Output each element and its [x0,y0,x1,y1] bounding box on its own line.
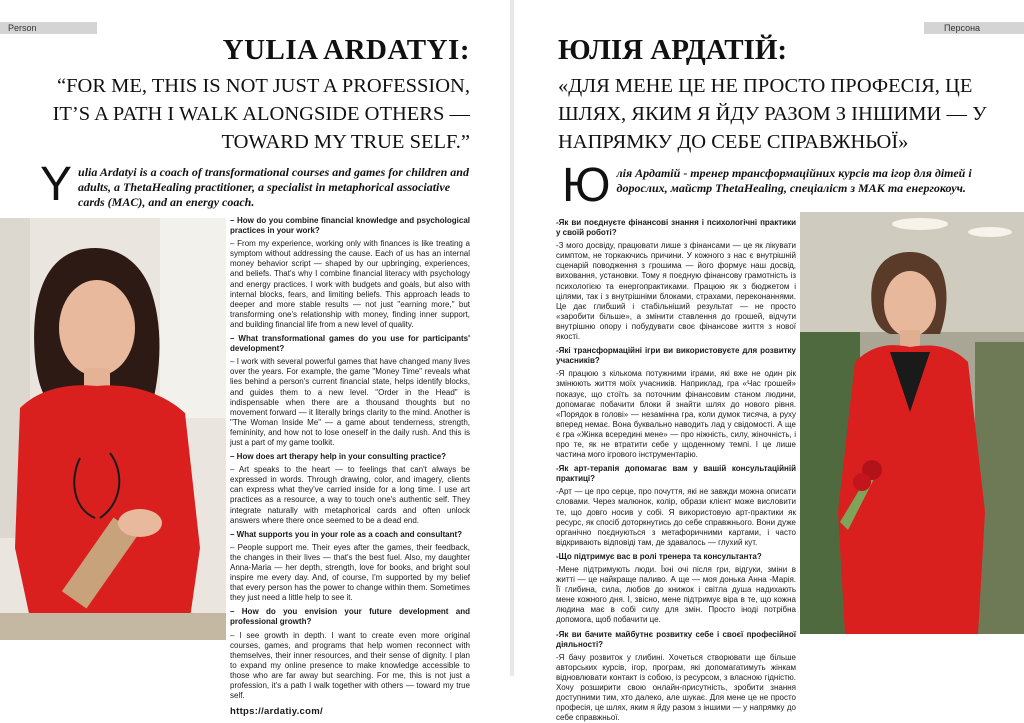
article-title-uk: ЮЛІЯ АРДАТІЙ: [558,34,788,66]
answer-4-uk: -Мене підтримують люди. Їхні очі після гри, відгуки, зміни в житті — це найкраще паливо. А ще — моя донька Анна -Марія. Її глибина, сила, любов до книжок і світла душа надихають мене кожного дня. І, звісно, мене підтримує віра в те, що кожна людина має в собі силу для змін. Просто іноді потрібна допомога, щоб побачити це. [556,565,796,625]
website-link[interactable]: https://ardatiy.com/ [230,706,323,718]
portrait-illustration-uk [800,212,1024,634]
right-page [514,0,1024,723]
question-4-uk: -Що підтримує вас в ролі тренера та консультанта? [556,551,762,561]
answer-3: – Art speaks to the heart — to feelings that can't always be expressed in words. Through drawing, color, and imagery, clients can express what they've carried inside for a long time. I use art practices as a resource, a way to touch one's authentic self. They integrate naturally with metaphorical cards and often unlock answers where there once seemed to be a dead end. [230,465,470,525]
answer-2: – I work with several powerful games that have changed many lives over the years. For example, the game "Money Time" reveals what lies behind a person's current financial state, helps identify blocks, and guides them to a new level. "Order in the Head" is indispensable when there are a thousand thoughts but no movement forward — it literally brings clarity to the mind. Another is "The Woman Inside Me" — a game about tenderness, strength, femininity, and how not to lose oneself in the daily rush. And this is just a part of my game toolkit. [230,357,470,447]
left-page [0,0,510,718]
portrait-illustration [0,218,226,640]
answer-5-uk: -Я бачу розвиток у глибині. Хочеться створювати ще більше авторських курсів, ігор, програм, які допомагатимуть жінкам відновлювати контакт із собою, із ресурсом, з власною гідністю. Хочу розширити свою онлайн-присутність, зробити знання доступними тим, хто далеко, але шукає. Для мене це не просто професія, це шлях, яким я йду разом з іншими — у напрямку до себе справжньої. [556,652,796,723]
interview-column [230,212,470,717]
drop-cap-uk: Ю [562,159,611,212]
drop-cap: Y [40,158,73,211]
question-4: – What supports you in your role as a coach and consultant? [230,529,463,539]
portrait-photo-uk [800,212,1024,634]
answer-5: – I see growth in depth. I want to create even more original courses, games, and programs that help women reconnect with themselves, their inner resources, and their sense of dignity. I plan to expand my online presence to make knowledge accessible to those who are far away but searching. For me, this is not just a profession, it's a path I walk together with others — toward my true self. [230,630,470,701]
answer-1-uk: -З мого досвіду, працювати лише з фінансами — це як лікувати симптом, не торкаючись причини. У кожного з нас є внутрішній сценарій поводження з грошима — його формує наш досвід, виховання, установки. Тому я поєдную фінансову грамотність із психологією та енергопрактиками. Працюю як з бюджетом і цілями, так і з внутрішніми блоками, страхами, переконаннями. Це дає глибший і стабільніший результат — не просто «заробити більше», а змінити ставлення до грошей, відчути внутрішню опору і побудувати своє фінансове життя з нової якості. [556,241,796,342]
question-5-uk: -Як ви бачите майбутнє розвитку себе і своєї професійної діяльності? [556,629,796,649]
lead-text: ulia Ardatyi is a coach of transformational courses and games for children and adults, a ThetaHealing practitioner, a specialist in metaphorical associative cards (MAC), and an energy coach. [78,165,469,209]
answer-2-uk: -Я працюю з кількома потужними іграми, які вже не один рік змінюють життя моїх учасників. Наприклад, гра «Час грошей» показує, що стоїть за поточним фінансовим станом людини, допомагає побачити блоки й знайти шлях до нового рівня. «Порядок в голові» — незамінна гра, коли думок тисяча, а руху вперед немає. Вона буквально наводить лад у свідомості. А ще є гра «Жінка всередині мене» — про ніжність, силу, жіночність, і про те, як не втратити себе у щоденному темпі. І це лише частина мого ігрового інструментарію. [556,369,796,460]
question-3: – How does art therapy help in your consulting practice? [230,452,447,462]
article-title: YULIA ARDATYI: [222,34,470,66]
answer-4: – People support me. Their eyes after the games, their feedback, the changes in their lives — that's the best fuel. Also, my daughter Anna-Maria — her depth, strength, love for books, and bright soul inspire me every day. And, of course, I'm supported by my belief that every person has the power to change within them. Sometimes they just need a little help to see it. [230,542,470,603]
portrait-photo [0,218,226,640]
lead-text-uk: лія Ардатій - тренер трансформаційних курсів та ігор для дітей і дорослих, майстр ThetaHealing, спеціаліст з МАК та енергокоуч. [616,166,972,195]
answer-1: – From my experience, working only with finances is like treating a symptom without addressing the cause. Each of us has an internal money behavior script — shaped by our upbringing, experiences, and beliefs. That's why I combine financial literacy with psychology and energy practices. I work with budgets and goals, but also with internal blocks, fears, and limiting beliefs. This approach leads to deeper and more stable results — not just "earning more," but transforming one's relationship with money, finding inner support, and building financial life from a new level of quality. [230,239,470,329]
question-3-uk: -Як арт-терапія допомагає вам у вашій консультаційній практиці? [556,464,796,484]
section-tab-person: Person [0,22,97,34]
question-1: – How do you combine financial knowledge and psychological practices in your work? [230,216,470,236]
question-5: – How do you envision your future development and professional growth? [230,607,470,627]
article-quote: “FOR ME, THIS IS NOT JUST A PROFESSION, IT’S A PATH I WALK ALONGSIDE OTHERS — TOWARD MY TRUE SELF.” [52,75,470,153]
article-quote-uk: «ДЛЯ МЕНЕ ЦЕ НЕ ПРОСТО ПРОФЕСІЯ, ЦЕ ШЛЯХ, ЯКИМ Я ЙДУ РАЗОМ З ІНШИМИ — У НАПРЯМКУ ДО СЕБЕ СПРАВЖНЬОЇ» [558,75,987,153]
section-tab-persona: Персона [924,22,1024,34]
answer-3-uk: -Арт — це про серце, про почуття, які не завжди можна описати словами. Через малюнок, колір, образи клієнт може висловити те, що довго носив у собі. Я використовую арт-практики як ресурс, як спосіб доторкнутись до себе справжнього. Вони дуже органічно поєднуються з метафоричними картами, і часто відкривають відповіді там, де здавалось — глухий кут. [556,487,796,547]
lead-paragraph [40,158,470,211]
interview-column-uk [556,214,796,723]
question-1-uk: -Як ви поєднуєте фінансові знання і психологічні практики у своїй роботі? [556,218,796,238]
question-2-uk: -Які трансформаційні ігри ви використовуєте для розвитку учасників? [556,346,796,366]
lead-paragraph-uk [562,159,1012,212]
question-2: – What transformational games do you use for participants' development? [230,334,470,354]
